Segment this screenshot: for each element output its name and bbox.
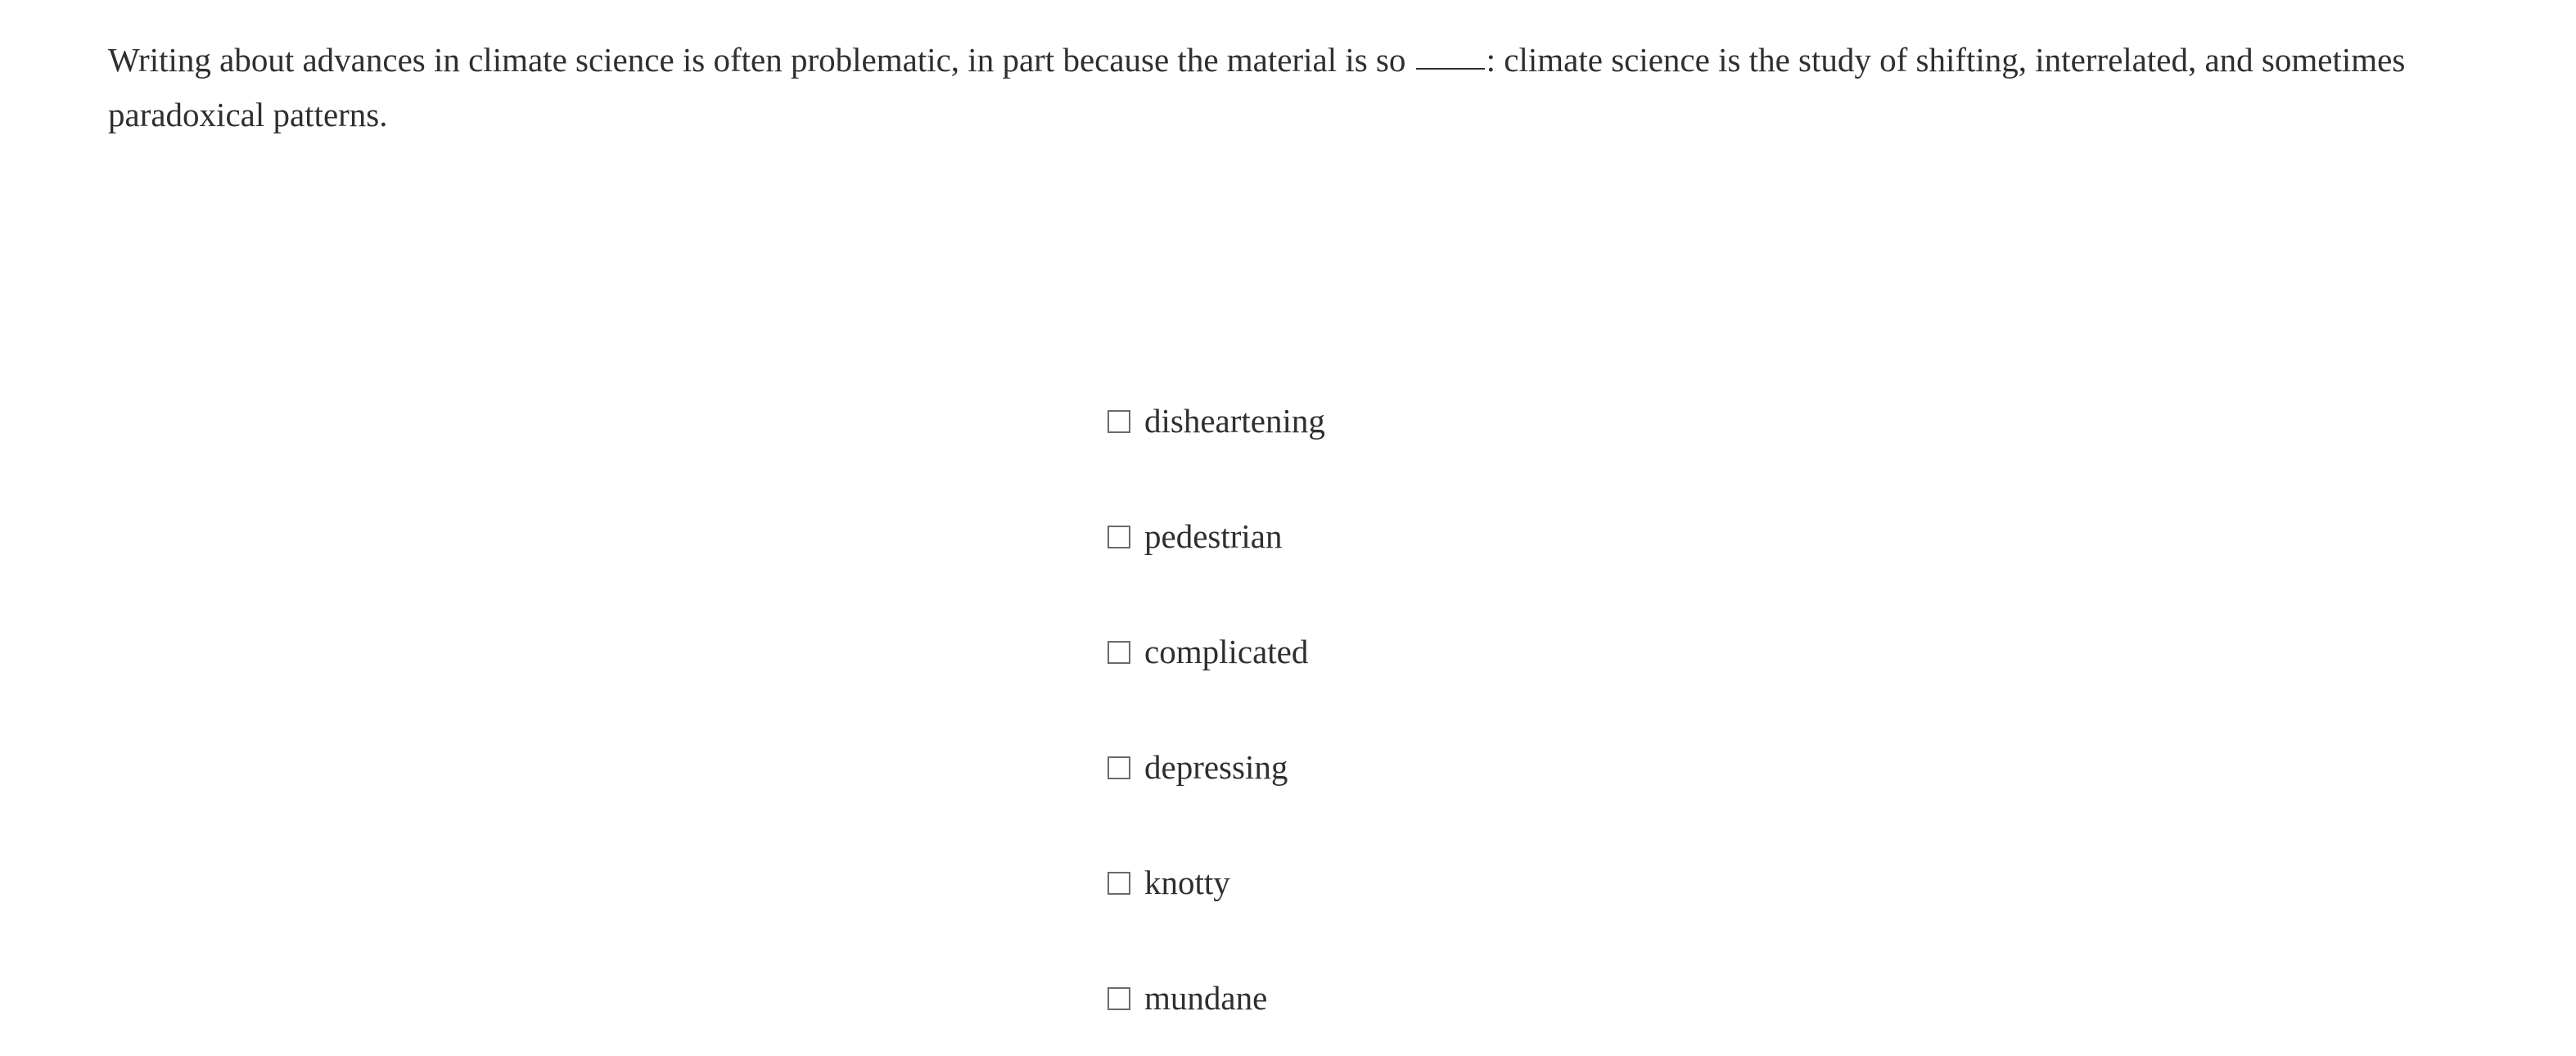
option-row[interactable] [1108, 594, 1325, 710]
checkbox-icon[interactable] [1108, 987, 1130, 1010]
checkbox-icon[interactable] [1108, 756, 1130, 779]
checkbox-icon[interactable] [1108, 526, 1130, 548]
option-label: knotty [1144, 864, 1230, 901]
option-row[interactable] [1108, 825, 1325, 941]
option-label: disheartening [1144, 402, 1325, 440]
option-label: depressing [1144, 748, 1288, 786]
option-row[interactable] [1108, 941, 1325, 1056]
question-text-before-blank: Writing about advances in climate science is often problematic, in part because the material is so [108, 41, 1414, 79]
option-row[interactable] [1108, 479, 1325, 594]
checkbox-icon[interactable] [1108, 410, 1130, 433]
option-label: complicated [1144, 633, 1309, 670]
option-label: mundane [1144, 979, 1268, 1017]
question-text-after-blank: : climate science is the study of shifting, interrelated, and sometimes paradoxical patterns. [108, 41, 2406, 133]
answer-options-list [1108, 363, 1325, 1056]
option-row[interactable] [1108, 710, 1325, 825]
option-label: pedestrian [1144, 517, 1283, 555]
checkbox-icon[interactable] [1108, 641, 1130, 664]
checkbox-icon[interactable] [1108, 872, 1130, 895]
question-stem [108, 33, 2433, 142]
option-row[interactable] [1108, 363, 1325, 479]
answer-blank [1416, 68, 1485, 70]
